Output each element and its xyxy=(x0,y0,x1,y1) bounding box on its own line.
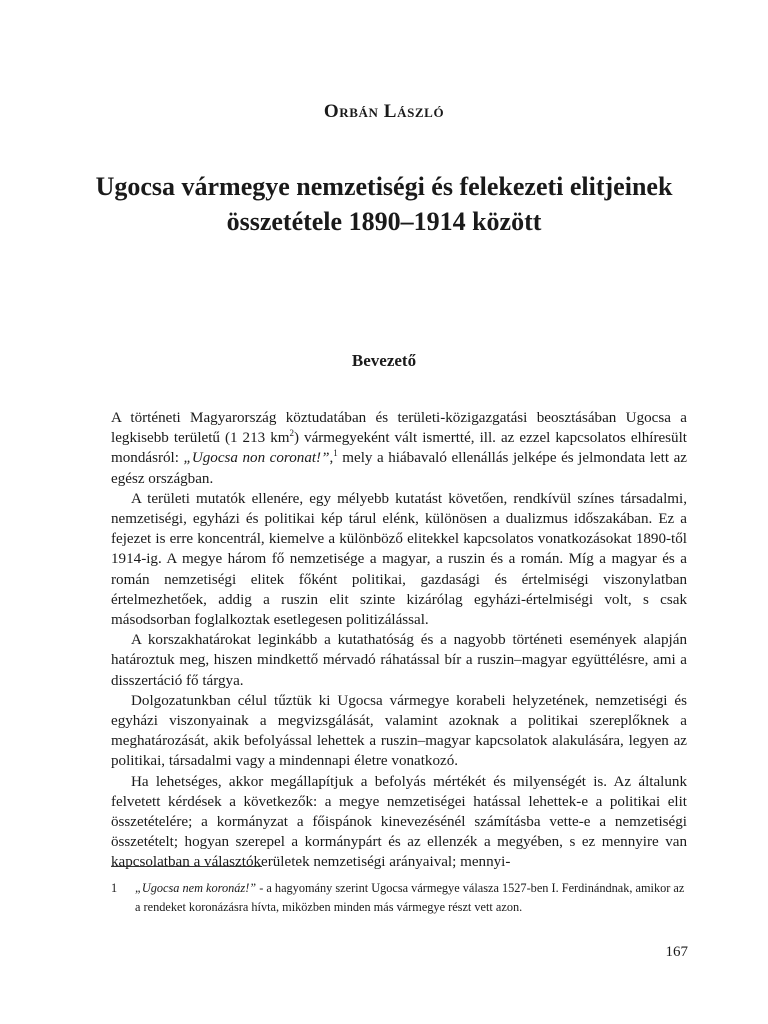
article-title: Ugocsa vármegye nemzetiségi és felekezeti elitjeinek összetétele 1890–1914 között xyxy=(95,172,673,236)
footnote-text: „Ugocsa nem koronáz!” - a hagyomány szerint Ugocsa vármegye válasza 1527-ben I. Ferdinándnak, amikor az a rendeket koronázásra hívta, miközben minden más vármegye részt vett azon. xyxy=(135,881,685,914)
author-name: Orbán László xyxy=(323,101,445,122)
footnote-reference: 2 xyxy=(289,428,294,439)
italic-text: „Ugocsa non coronat!” xyxy=(183,450,330,467)
footnote xyxy=(111,879,687,916)
paragraph: Ha lehetséges, akkor megállapítjuk a befolyás mértékét és milyenségét is. Az általunk felvetett kérdések a következők: a megye nemzetiségei hatással lehettek-e a politikai elit összetételére; a kormányzat a főispánok kinevezésénél számításba vette-e a nemzetiségi összetételt; hogyan szerepel a kormánypárt és az ellenzék a megyében, s ez mennyire van kapcsolatban a választókerületek nemzetiségi arányaival; mennyi- xyxy=(111,773,687,871)
paragraph: A korszakhatárokat leginkább a kutathatóság és a nagyobb történeti események alapján határoztuk meg, hiszen mindkettő mérvadó ráhatással bír a ruszin–magyar együttélésre, ami a disszertáció fő tárgya. xyxy=(111,632,687,689)
footnote-number: 1 xyxy=(111,881,118,895)
footnote-reference: 1 xyxy=(333,448,338,459)
body-text xyxy=(111,408,687,873)
section-heading: Bevezető xyxy=(351,351,417,370)
italic-text: „Ugocsa nem koronáz!” xyxy=(135,881,257,895)
paragraph: A történeti Magyarország köztudatában és területi-közigazgatási beosztásában Ugocsa a legkisebb területű (1 213 $km^2$) vármegyeként vált ismertté, ill. az ezzel kapcsolatos elhíresült mondásról: „Ugocsa non coronat!”,$^1$ mely a hiábavaló ellenállás jelképe és jelmondata lett az egész országban. xyxy=(111,410,687,487)
paragraph: Dolgozatunkban célul tűztük ki Ugocsa vármegye korabeli helyzetének, nemzetiségi és egyházi viszonyainak a megvizsgálását, valamint azoknak a politikai szereplőknek a meghatározását, akik befolyással lehettek a ruszin–magyar kapcsolatok alakulására, legyen az politikai, társadalmi vagy a mindennapi életre vonatkozó. xyxy=(111,692,687,770)
paragraph: A területi mutatók ellenére, egy mélyebb kutatást követően, rendkívül színes társadalmi, nemzetiségi, egyházi és politikai kép tárul elénk, különösen a dualizmus időszakában. Ez a fejezet is erre koncentrál, kiemelve a különböző elitekkel kapcsolatos vonatkozásokat 1890-től 1914-ig. A megye három fő nemzetisége a magyar, a ruszin és a román. Míg a magyar és a román nemzetiségi elitek főként politikai, gazdasági és értelmiségi viszonylatban értelmezhetőek, addig a ruszin elit szinte kizárólag egyházi-értelmiségi volt, s csak másodsorban foglalkoztak esetlegesen politizálással. xyxy=(111,490,687,629)
footnote-divider xyxy=(111,866,262,867)
page-number: 167 xyxy=(665,944,688,960)
